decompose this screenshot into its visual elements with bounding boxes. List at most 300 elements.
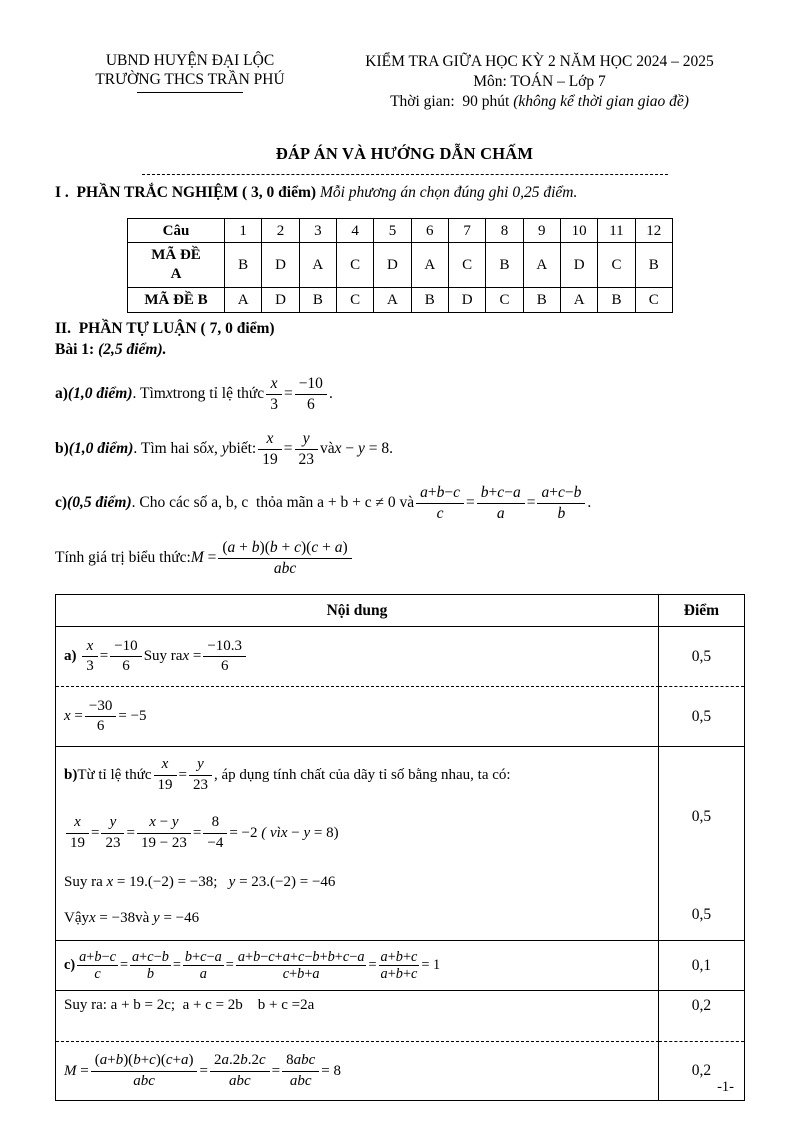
text-segment: = [192, 824, 202, 841]
math-run: y [303, 824, 311, 841]
mc-header-cell: 6 [411, 219, 448, 243]
fraction-denominator [130, 966, 171, 982]
math-run: )( [301, 538, 312, 556]
text-segment: Suy ra: a + b = 2c; a + c = 2b b + c =2a [64, 997, 315, 1014]
math-run: b [115, 1052, 124, 1069]
text-segment: và [135, 909, 154, 926]
text-segment: và [320, 440, 335, 458]
page-title: ĐÁP ÁN VÀ HƯỚNG DẪN CHẤM [275, 144, 534, 164]
math-run: a [512, 483, 521, 501]
math-line [64, 1052, 650, 1090]
mc-header-cell: 3 [299, 219, 336, 243]
math-run: + [139, 948, 148, 965]
mc-answer-cell: C [486, 288, 523, 313]
math-run: c [149, 1052, 156, 1069]
math-run: x [334, 440, 342, 458]
text-segment [421, 957, 440, 975]
math-run: a [199, 966, 207, 983]
fraction-numerator [130, 949, 171, 966]
header-left [55, 52, 325, 112]
fraction [80, 638, 100, 676]
fraction-numerator [295, 375, 327, 395]
math-run: 3 [86, 658, 94, 675]
math-run: x [270, 374, 278, 392]
solution-content [56, 627, 659, 687]
fraction-denominator [282, 1072, 319, 1090]
math-run: + [387, 966, 396, 983]
time-label: Thời gian: 90 phút [390, 93, 514, 111]
math-run: .2 [228, 1052, 241, 1069]
mc-row-de-b [128, 288, 673, 313]
fraction-denominator [85, 717, 116, 735]
fraction-denominator [477, 504, 525, 523]
math-run: b [297, 966, 305, 983]
math-run: = −5 [118, 708, 147, 725]
math-run: c [411, 966, 418, 983]
solution-content [56, 747, 659, 941]
mc-header-cell: 9 [523, 219, 560, 243]
fraction-numerator [236, 949, 367, 966]
mc-answer-cell: C [336, 288, 373, 313]
math-run: M [190, 549, 204, 567]
math-run: c [311, 538, 319, 556]
fraction-denominator [154, 776, 177, 794]
math-run: + [277, 538, 295, 556]
fraction [75, 949, 120, 983]
math-run: 19 [157, 776, 173, 793]
math-run: + [387, 948, 396, 965]
text-segment [153, 909, 199, 928]
fraction-numerator [85, 698, 116, 717]
math-run: b [395, 948, 403, 965]
text-segment: biết: [228, 440, 257, 458]
mc-header-cell: 7 [448, 219, 485, 243]
fraction-numerator [537, 484, 585, 504]
fraction-numerator [183, 949, 224, 966]
math-run: y [197, 756, 204, 773]
section-1-note: Mỗi phương án chọn đúng ghi 0,25 điểm. [319, 184, 578, 202]
text-segment: Tính giá trị biểu thức: [55, 549, 191, 567]
math-run: 19 − 23 [140, 834, 187, 851]
fraction-numerator [266, 375, 282, 395]
math-run: b [327, 948, 335, 965]
fraction-numerator [210, 1052, 270, 1071]
math-run: c [342, 948, 350, 965]
fraction-numerator [189, 756, 212, 775]
solution-table [55, 594, 745, 1101]
text-segment: ; [213, 873, 229, 890]
fraction-denominator [137, 834, 191, 852]
text-segment: = [368, 956, 377, 973]
math-run: + [334, 948, 343, 965]
fraction [201, 638, 248, 676]
text-segment: = [199, 1062, 208, 1079]
math-run: a [132, 948, 140, 965]
math-run: c [109, 948, 116, 965]
math-run: )( [155, 1052, 166, 1069]
math-run: a [79, 948, 87, 965]
mc-answer-cell: C [635, 288, 672, 313]
text-segment: = [178, 766, 187, 783]
fraction [201, 814, 229, 852]
math-run: ) [342, 538, 348, 556]
math-run: a [282, 948, 290, 965]
problem-a [55, 372, 754, 416]
math-line [64, 949, 650, 983]
math-run: −10.3 [207, 637, 243, 654]
math-run: + [289, 966, 298, 983]
subject-line: Môn: TOÁN – Lớp 7 [473, 73, 606, 91]
math-run: , [214, 440, 222, 458]
fraction [216, 539, 353, 578]
math-run: a [357, 948, 365, 965]
fraction-numerator [218, 539, 351, 559]
math-run: c [436, 504, 444, 522]
math-run: − [206, 948, 215, 965]
math-run: + [289, 948, 298, 965]
math-run: −10 [114, 637, 138, 654]
points-value: 0,5 [691, 808, 712, 826]
fraction-denominator [258, 450, 282, 469]
mc-answer-cell: B [598, 288, 635, 313]
solution-row-c3 [56, 1042, 744, 1100]
fraction-denominator [66, 834, 89, 852]
math-run: c [282, 966, 290, 983]
math-run: + [402, 948, 412, 965]
fraction-numerator [203, 814, 227, 833]
math-run: 8 [211, 814, 220, 831]
solution-row-b [56, 747, 744, 941]
fraction [135, 814, 193, 852]
math-line [64, 753, 650, 797]
fraction [181, 949, 226, 983]
fraction [293, 375, 329, 414]
math-run: − [564, 483, 574, 501]
math-run: b [146, 966, 154, 983]
math-run: c [294, 538, 302, 556]
math-run: b [436, 483, 445, 501]
mc-header-cell: 5 [374, 219, 411, 243]
fraction [414, 484, 466, 523]
text-segment: = [225, 956, 234, 973]
math-run: ( [94, 1052, 100, 1069]
mc-answer-cell: A [523, 243, 560, 288]
points-column-header: Điểm [659, 595, 744, 627]
content-column-header: Nội dung [56, 595, 659, 627]
mc-answer-cell: B [225, 243, 262, 288]
text-segment: c) [55, 494, 68, 512]
math-run: b [184, 948, 193, 965]
math-run: c [258, 1052, 266, 1069]
math-run: −4 [207, 834, 224, 851]
points-cell [659, 747, 744, 941]
text-segment: (1,0 điểm) [67, 385, 133, 403]
mc-header-cell: 4 [336, 219, 373, 243]
math-run: 3 [270, 395, 278, 413]
math-run: a [312, 966, 320, 983]
math-run: + [402, 966, 412, 983]
text-segment [207, 439, 229, 458]
mc-answer-cell: B [635, 243, 672, 288]
text-segment [321, 1062, 341, 1081]
fraction-numerator [91, 1052, 198, 1071]
text-segment [166, 384, 173, 403]
solution-content [56, 941, 659, 991]
points-value: 0,1 [659, 941, 744, 991]
text-segment: b) [55, 440, 69, 458]
problem-b [55, 427, 754, 471]
math-run: b [133, 1052, 141, 1069]
math-run: = 8 [321, 1062, 341, 1079]
mc-answer-cell: A [225, 288, 262, 313]
text-segment [229, 873, 336, 892]
math-line [64, 638, 650, 676]
math-run: c [453, 483, 461, 501]
bai-1-heading [55, 340, 754, 359]
page-number: -1- [717, 1079, 734, 1095]
mc-row-label: MÃ ĐỀ B [128, 288, 225, 313]
math-run: 19 [262, 450, 278, 468]
math-run: + [488, 483, 498, 501]
math-run: −30 [88, 697, 113, 714]
math-run: + [235, 538, 252, 556]
math-run: a [380, 948, 388, 965]
math-run: a [496, 504, 505, 522]
mc-row-label-text: MÃ ĐỀ A [151, 246, 201, 283]
math-run: + [318, 538, 335, 556]
fraction [89, 1052, 200, 1090]
math-run: a [420, 483, 428, 501]
fraction [475, 484, 527, 523]
document-header [55, 52, 754, 112]
math-run: a [541, 483, 550, 501]
text-segment: , áp dụng tính chất của dãy tỉ số bằng nhau, ta có: [213, 766, 511, 783]
math-run: − [349, 948, 358, 965]
text-segment: = [466, 494, 475, 512]
math-run: b [161, 948, 169, 965]
fraction-numerator [379, 949, 420, 966]
mc-answer-cell: D [560, 243, 597, 288]
math-run: ) [188, 1052, 194, 1069]
math-run: 6 [306, 395, 315, 413]
fraction-numerator [110, 638, 141, 657]
solution-content [56, 687, 659, 747]
text-segment [281, 824, 334, 843]
math-run: = 8 [364, 440, 390, 458]
math-run: 23 [192, 776, 208, 793]
mc-answer-cell: D [374, 243, 411, 288]
text-segment: = [126, 824, 135, 841]
mc-answer-cell: D [262, 243, 299, 288]
math-run: c [268, 948, 275, 965]
math-run: = [203, 549, 217, 567]
fraction-numerator [66, 814, 89, 833]
math-run: a [214, 948, 222, 965]
math-run: c [297, 948, 305, 965]
bai-1-points: (2,5 điểm). [98, 340, 167, 358]
math-line [64, 871, 650, 893]
math-run: + [319, 948, 328, 965]
fraction [83, 698, 118, 736]
math-run: b [94, 948, 102, 965]
math-run: = 23.(−2) = −46 [235, 873, 336, 890]
section-2-heading: II. PHẦN TỰ LUẬN ( 7, 0 điểm) [55, 320, 275, 338]
math-run: x [89, 909, 96, 926]
text-segment: . Tìm [132, 385, 166, 403]
mc-answer-cell: A [411, 243, 448, 288]
text-segment [107, 873, 214, 892]
math-line [64, 907, 650, 929]
fraction-numerator [258, 430, 282, 450]
fraction [187, 756, 214, 794]
math-run: + [549, 483, 558, 501]
math-run: M [64, 1062, 77, 1079]
mc-answer-cell: B [486, 243, 523, 288]
math-run: 6 [96, 718, 105, 735]
org-name: UBND HUYỆN ĐẠI LỘC [105, 52, 275, 69]
math-run: − [153, 948, 162, 965]
math-run: = [189, 648, 202, 665]
text-segment: (0,5 điểm) [67, 494, 132, 512]
fraction-denominator [189, 776, 212, 794]
math-run: x [86, 637, 94, 654]
math-run: = −2 [229, 824, 258, 841]
fraction-denominator [210, 1072, 270, 1090]
text-segment: (1,0 điểm) [68, 440, 134, 458]
math-run: + [107, 1052, 116, 1069]
solution-row-c2 [56, 991, 744, 1042]
fraction-denominator [91, 1072, 198, 1090]
mc-answer-cell: D [262, 288, 299, 313]
solution-content [56, 991, 659, 1042]
math-run: y [109, 814, 117, 831]
math-run: c [497, 483, 505, 501]
math-run: .2 [247, 1052, 259, 1069]
fraction [264, 375, 284, 414]
fraction [377, 949, 422, 983]
text-segment [89, 909, 135, 928]
fraction [234, 949, 369, 983]
mc-answer-cell: B [523, 288, 560, 313]
exam-title-line: KIỂM TRA GIỮA HỌC KỲ 2 NĂM HỌC 2024 – 2025 [365, 53, 714, 70]
math-run: − [287, 824, 304, 841]
fraction-numerator [101, 814, 124, 833]
math-run: y [171, 814, 179, 831]
math-run: b [557, 504, 566, 522]
text-segment: ) [333, 824, 339, 841]
math-run: c [147, 948, 154, 965]
fraction-numerator [295, 430, 319, 450]
math-run: b [395, 966, 403, 983]
fraction [64, 814, 91, 852]
math-run: 8 [286, 1052, 294, 1069]
math-run: abc [289, 1072, 312, 1089]
text-segment: = [99, 648, 109, 665]
fraction-numerator [203, 638, 246, 657]
school-underline [137, 90, 243, 93]
text-segment [182, 647, 201, 666]
math-run: = −46 [159, 909, 200, 926]
solution-row-a2 [56, 687, 744, 747]
math-run: ( [222, 538, 228, 556]
solution-table-header [56, 595, 744, 627]
math-line [64, 809, 650, 857]
text-segment: Vậy [64, 909, 89, 926]
fraction-numerator [477, 484, 525, 504]
fraction-denominator [236, 966, 367, 982]
math-line [64, 996, 650, 1015]
mc-row-de-a [128, 243, 673, 288]
math-run: x [165, 385, 173, 403]
fraction [152, 756, 179, 794]
math-run: 19 [70, 834, 85, 851]
mc-row-label [128, 243, 225, 288]
text-segment: = [119, 956, 129, 973]
text-segment [64, 707, 83, 726]
math-run: x [64, 708, 71, 725]
bai-1-label: Bài 1: [55, 340, 99, 358]
math-run: b [251, 538, 260, 556]
text-segment [229, 824, 257, 843]
mc-header-cell: 2 [262, 219, 299, 243]
math-run: − [304, 948, 313, 965]
math-run: + [86, 948, 95, 965]
section-1-label: I . PHẦN TRẮC NGHIỆM ( 3, 0 điểm) [55, 184, 320, 202]
text-segment: Suy ra [143, 648, 183, 665]
mc-header-cell: 10 [560, 219, 597, 243]
math-run: a [180, 1052, 189, 1069]
mc-header-cell: 11 [598, 219, 635, 243]
math-run: x [266, 429, 274, 447]
fraction [535, 484, 587, 523]
mc-header-cell: 12 [635, 219, 672, 243]
math-run: −10 [298, 374, 323, 392]
math-run: a [380, 966, 388, 983]
math-run: abc [133, 1072, 155, 1089]
mc-answer-cell: B [299, 288, 336, 313]
math-run: x [74, 814, 81, 831]
mc-answer-cell: A [374, 288, 411, 313]
fraction-denominator [218, 559, 351, 578]
math-run: = 1 [421, 956, 441, 973]
math-run: abc [293, 1052, 316, 1069]
fraction [128, 949, 173, 983]
mc-header-cell: Câu [128, 219, 225, 243]
fraction [280, 1052, 321, 1090]
mc-answer-cell: A [560, 288, 597, 313]
header-right [325, 52, 754, 112]
text-segment [191, 548, 217, 567]
math-line [64, 698, 650, 736]
math-run: + [427, 483, 437, 501]
points-value: 0,2 [691, 1062, 712, 1080]
text-segment: Suy ra [64, 873, 107, 890]
math-run: abc [273, 559, 297, 577]
math-run: b [253, 948, 261, 965]
math-run: 2 [213, 1052, 222, 1069]
text-segment: . [328, 385, 333, 403]
text-segment: a) [55, 385, 68, 403]
math-run: y [302, 429, 310, 447]
mc-answer-cell: C [336, 243, 373, 288]
math-run: 23 [105, 834, 121, 851]
math-run: c [165, 1052, 173, 1069]
mc-header-cell: 8 [486, 219, 523, 243]
time-note: (không kể thời gian giao đề) [513, 93, 689, 111]
school-name: TRƯỜNG THCS TRẦN PHÚ [95, 70, 285, 88]
math-run: b [269, 538, 278, 556]
math-run: − [260, 948, 269, 965]
